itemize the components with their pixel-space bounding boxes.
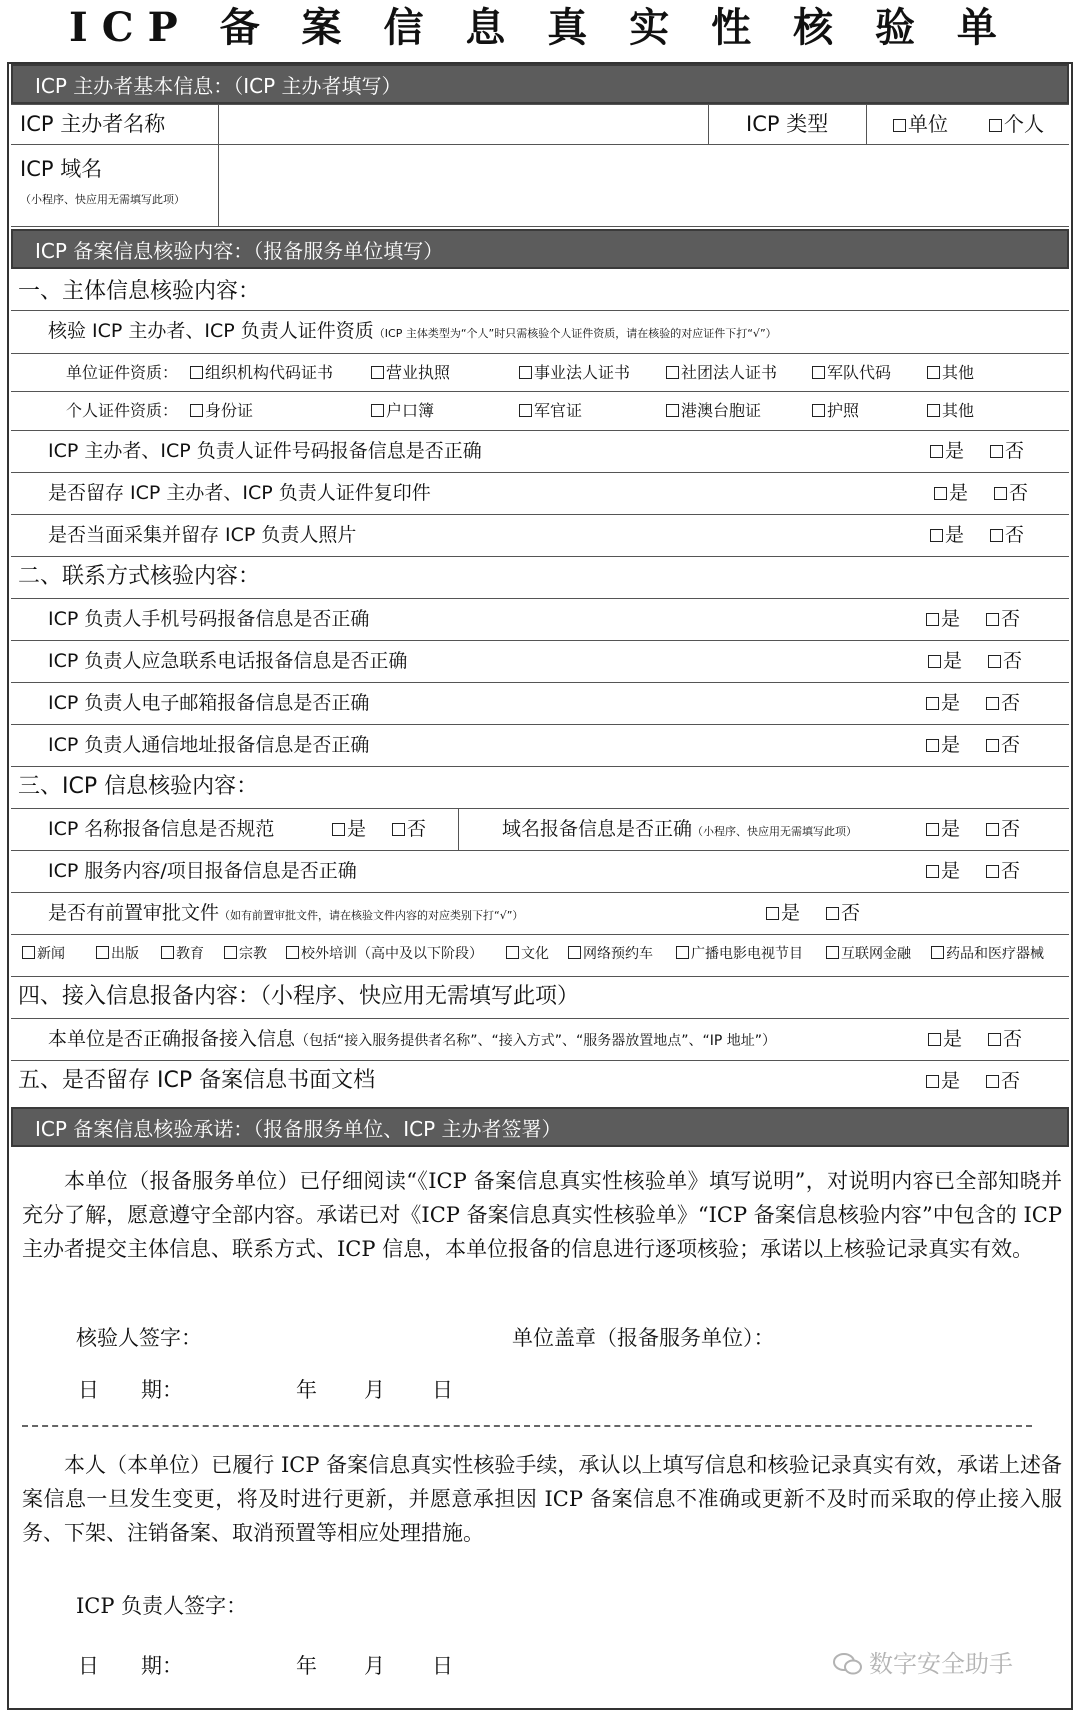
yes-no-pair (926, 851, 1020, 891)
no-option[interactable]: 否 (826, 893, 860, 933)
checkbox-icon[interactable] (930, 529, 943, 542)
checkbox-icon[interactable] (519, 404, 532, 417)
yes-option[interactable]: 是 (926, 851, 960, 891)
person-option[interactable]: 户口簿 (371, 392, 434, 430)
checkbox-icon[interactable] (926, 613, 939, 626)
year-label: 年 (296, 1654, 317, 1678)
checkbox-icon[interactable] (332, 823, 345, 836)
checkbox-icon[interactable] (928, 1033, 941, 1046)
checkbox-icon[interactable] (988, 655, 1001, 668)
yes-no-pair (934, 473, 1028, 513)
commit-paragraph-2: 本人（本单位）已履行 ICP 备案信息真实性核验手续，承认以上填写信息和核验记录真实有效，承诺上述备案信息一旦发生变更，将及时进行更新，并愿意承担因 ICP 备案信息不准确或更新不及时而采取的停止接入服务、下架、注销备案、取消预置等相应处理措施。 (22, 1453, 1062, 1545)
yes-option[interactable]: 是 (928, 641, 962, 681)
wechat-icon (833, 1652, 863, 1676)
no-option[interactable]: 否 (990, 431, 1024, 471)
approval-category[interactable]: 宗教 (224, 935, 267, 973)
org-option[interactable]: 事业法人证书 (519, 354, 630, 392)
check-row-label: 是否当面采集并留存 ICP 负责人照片 (48, 524, 357, 546)
yes-option[interactable]: 是 (766, 893, 800, 933)
s4-title: 四、接入信息报备内容：（小程序、快应用无需填写此项） (18, 984, 580, 1009)
no-option[interactable]: 否 (994, 473, 1028, 513)
date-label: 日 期： (78, 1654, 183, 1678)
yes-no-pair (930, 431, 1024, 471)
check-row-label: ICP 服务内容/项目报备信息是否正确 (48, 860, 357, 882)
check-row-label: ICP 名称报备信息是否规范 (48, 818, 275, 840)
checkbox-icon[interactable] (161, 946, 174, 959)
checkbox-icon[interactable] (392, 823, 405, 836)
org-cert-label: 单位证件资质： (66, 363, 179, 382)
checkbox-icon[interactable] (286, 946, 299, 959)
yes-no-pair (926, 1061, 1020, 1101)
checkbox-icon[interactable] (927, 366, 940, 379)
icp-type-personal-option[interactable]: 个人 (989, 104, 1044, 144)
no-option[interactable]: 否 (986, 809, 1020, 849)
checkbox-icon[interactable] (986, 865, 999, 878)
checkbox-icon[interactable] (926, 823, 939, 836)
checkbox-icon[interactable] (986, 823, 999, 836)
no-option[interactable]: 否 (392, 809, 426, 849)
checkbox-icon[interactable] (926, 697, 939, 710)
yes-option[interactable]: 是 (926, 725, 960, 765)
checkbox-icon[interactable] (931, 946, 944, 959)
checkbox-icon[interactable] (986, 613, 999, 626)
yes-no-pair (926, 599, 1020, 639)
approval-category[interactable]: 出版 (96, 935, 139, 973)
checkbox-icon[interactable] (986, 739, 999, 752)
checkbox-icon[interactable] (986, 697, 999, 710)
org-option[interactable]: 组织机构代码证书 (190, 354, 333, 392)
checkbox-icon[interactable] (926, 1075, 939, 1088)
approval-category[interactable]: 教育 (161, 935, 204, 973)
person-cert-label: 个人证件资质： (66, 401, 179, 420)
checkbox-icon[interactable] (812, 366, 825, 379)
checkbox-icon[interactable] (96, 946, 109, 959)
yes-option[interactable]: 是 (926, 683, 960, 723)
s5-title: 五、是否留存 ICP 备案信息书面文档 (18, 1068, 376, 1093)
s2-title: 二、联系方式核验内容： (18, 564, 261, 589)
icp-domain-label: ICP 域名 (20, 157, 103, 181)
check-row-label: ICP 负责人电子邮箱报备信息是否正确 (48, 692, 370, 714)
org-option[interactable]: 其他 (927, 354, 974, 392)
check-row-label: ICP 负责人通信地址报备信息是否正确 (48, 734, 370, 756)
org-option[interactable]: 社团法人证书 (666, 354, 777, 392)
yes-no-pair (926, 683, 1020, 723)
commit-header: ICP 备案信息核验承诺：（报备服务单位、ICP 主办者签署） (11, 1107, 1069, 1147)
org-option[interactable]: 军队代码 (812, 354, 891, 392)
yes-option[interactable]: 是 (926, 599, 960, 639)
yes-no-pair (928, 1019, 1022, 1059)
no-option[interactable]: 否 (988, 641, 1022, 681)
checkbox-icon[interactable] (812, 404, 825, 417)
icp-owner-name-field[interactable] (220, 105, 706, 143)
month-label: 月 (364, 1654, 385, 1678)
month-label: 月 (364, 1378, 385, 1402)
check-row-label: ICP 负责人应急联系电话报备信息是否正确 (48, 650, 408, 672)
divider (11, 226, 1069, 227)
checkbox-icon[interactable] (666, 366, 679, 379)
no-option[interactable]: 否 (988, 1019, 1022, 1059)
checkbox-icon[interactable] (927, 404, 940, 417)
year-label: 年 (296, 1378, 317, 1402)
day-label: 日 (432, 1378, 453, 1402)
no-option[interactable]: 否 (986, 725, 1020, 765)
approval-category[interactable]: 广播电影电视节目 (676, 935, 803, 973)
divider (458, 808, 459, 850)
person-option[interactable]: 其他 (927, 392, 974, 430)
day-label: 日 (432, 1654, 453, 1678)
approval-category[interactable]: 网络预约车 (568, 935, 653, 973)
divider (218, 104, 219, 226)
dashed-divider (22, 1425, 1032, 1427)
watermark: 数字安全助手 (833, 1647, 1013, 1681)
checkbox-icon[interactable] (926, 865, 939, 878)
org-option[interactable]: 营业执照 (371, 354, 450, 392)
checkbox-icon[interactable] (934, 487, 947, 500)
no-option[interactable]: 否 (990, 515, 1024, 555)
person-option[interactable]: 身份证 (190, 392, 253, 430)
yes-no-pair (766, 893, 860, 933)
check-row-label: 域名报备信息是否正确（小程序、快应用无需填写此项） (502, 818, 858, 840)
checkbox-icon[interactable] (371, 404, 384, 417)
form-title: ICP 备 案 信 息 真 实 性 核 验 单 (69, 4, 1011, 51)
checkbox-icon[interactable] (22, 946, 35, 959)
unit-seal-label: 单位盖章（报备服务单位）： (512, 1326, 775, 1350)
s3-title: 三、ICP 信息核验内容： (18, 774, 259, 799)
checkbox-icon[interactable] (986, 1075, 999, 1088)
checkbox-icon[interactable] (190, 404, 203, 417)
checkbox-icon[interactable] (826, 907, 839, 920)
checkbox-icon[interactable] (666, 404, 679, 417)
yes-option[interactable]: 是 (934, 473, 968, 513)
checkbox-icon[interactable] (930, 445, 943, 458)
icp-domain-note: （小程序、快应用无需填写此项） (20, 193, 185, 206)
yes-option[interactable]: 是 (930, 515, 964, 555)
checkbox-icon[interactable] (928, 655, 941, 668)
person-option[interactable]: 军官证 (519, 392, 582, 430)
check-row-label: 是否有前置审批文件（如有前置审批文件，请在核验文件内容的对应类别下打“√”） (48, 902, 524, 924)
check-row-label: 是否留存 ICP 主办者、ICP 负责人证件复印件 (48, 482, 431, 504)
check-row-label: ICP 负责人手机号码报备信息是否正确 (48, 608, 370, 630)
yes-no-pair (926, 725, 1020, 765)
approval-category[interactable]: 药品和医疗器械 (931, 935, 1044, 973)
commit-paragraph-1: 本单位（报备服务单位）已仔细阅读“《ICP 备案信息真实性核验单》填写说明”，对说明内容已全部知晓并充分了解，愿意遵守全部内容。承诺已对《ICP 备案信息真实性核验单》“ICP 备案信息核验内容”中包含的 ICP 主办者提交主体信息、联系方式、ICP 信息，本单位报备的信息进行逐项核验；承诺以上核验记录真实有效。 (22, 1169, 1062, 1261)
checkbox-icon[interactable] (190, 366, 203, 379)
checkbox-icon[interactable] (766, 907, 779, 920)
icp-type-label: ICP 类型 (746, 112, 829, 136)
checkbox-icon[interactable] (371, 366, 384, 379)
checkbox-icon[interactable] (994, 487, 1007, 500)
checkbox-icon[interactable] (506, 946, 519, 959)
no-option[interactable]: 否 (986, 851, 1020, 891)
yes-no-pair (926, 809, 1020, 849)
person-option[interactable]: 护照 (812, 392, 859, 430)
checkbox-icon[interactable] (988, 1033, 1001, 1046)
yes-option[interactable]: 是 (928, 1019, 962, 1059)
icp-domain-field[interactable] (220, 145, 1066, 225)
verify-header: ICP 备案信息核验内容：（报备服务单位填写） (11, 229, 1069, 269)
principal-sign-label: ICP 负责人签字： (76, 1594, 248, 1618)
yes-no-pair (930, 515, 1024, 555)
yes-option[interactable]: 是 (926, 809, 960, 849)
approval-category[interactable]: 互联网金融 (826, 935, 911, 973)
checkbox-icon[interactable] (676, 946, 689, 959)
approval-category[interactable]: 新闻 (22, 935, 65, 973)
approval-category[interactable]: 校外培训（高中及以下阶段） (286, 935, 483, 973)
verifier-sign-label: 核验人签字： (76, 1326, 202, 1350)
basic-info-header: ICP 主办者基本信息：（ICP 主办者填写） (11, 64, 1069, 104)
icp-type-unit-option[interactable]: 单位 (893, 104, 948, 144)
yes-option[interactable]: 是 (332, 809, 366, 849)
divider (866, 104, 867, 144)
s1-cert-row: 核验 ICP 主办者、ICP 负责人证件资质（ICP 主体类型为“个人”时只需核验个人证件资质，请在核验的对应证件下打“√”） (48, 320, 777, 342)
checkbox-icon[interactable] (989, 119, 1002, 132)
checkbox-icon[interactable] (224, 946, 237, 959)
checkbox-icon[interactable] (990, 529, 1003, 542)
no-option[interactable]: 否 (986, 1061, 1020, 1101)
checkbox-icon[interactable] (826, 946, 839, 959)
checkbox-icon[interactable] (568, 946, 581, 959)
person-option[interactable]: 港澳台胞证 (666, 392, 761, 430)
checkbox-icon[interactable] (926, 739, 939, 752)
check-row-label: ICP 主办者、ICP 负责人证件号码报备信息是否正确 (48, 440, 482, 462)
checkbox-icon[interactable] (519, 366, 532, 379)
no-option[interactable]: 否 (986, 683, 1020, 723)
yes-no-pair (332, 809, 426, 849)
icp-owner-name-label: ICP 主办者名称 (20, 112, 166, 136)
check-row-label: 本单位是否正确报备接入信息（包括“接入服务提供者名称”、“接入方式”、“服务器放置地点”、“IP 地址”） (48, 1028, 777, 1050)
s1-title: 一、主体信息核验内容： (18, 279, 261, 304)
checkbox-icon[interactable] (990, 445, 1003, 458)
yes-no-pair (928, 641, 1022, 681)
approval-category[interactable]: 文化 (506, 935, 549, 973)
no-option[interactable]: 否 (986, 599, 1020, 639)
date-label: 日 期： (78, 1378, 183, 1402)
yes-option[interactable]: 是 (930, 431, 964, 471)
divider (708, 104, 709, 144)
yes-option[interactable]: 是 (926, 1061, 960, 1101)
checkbox-icon[interactable] (893, 119, 906, 132)
